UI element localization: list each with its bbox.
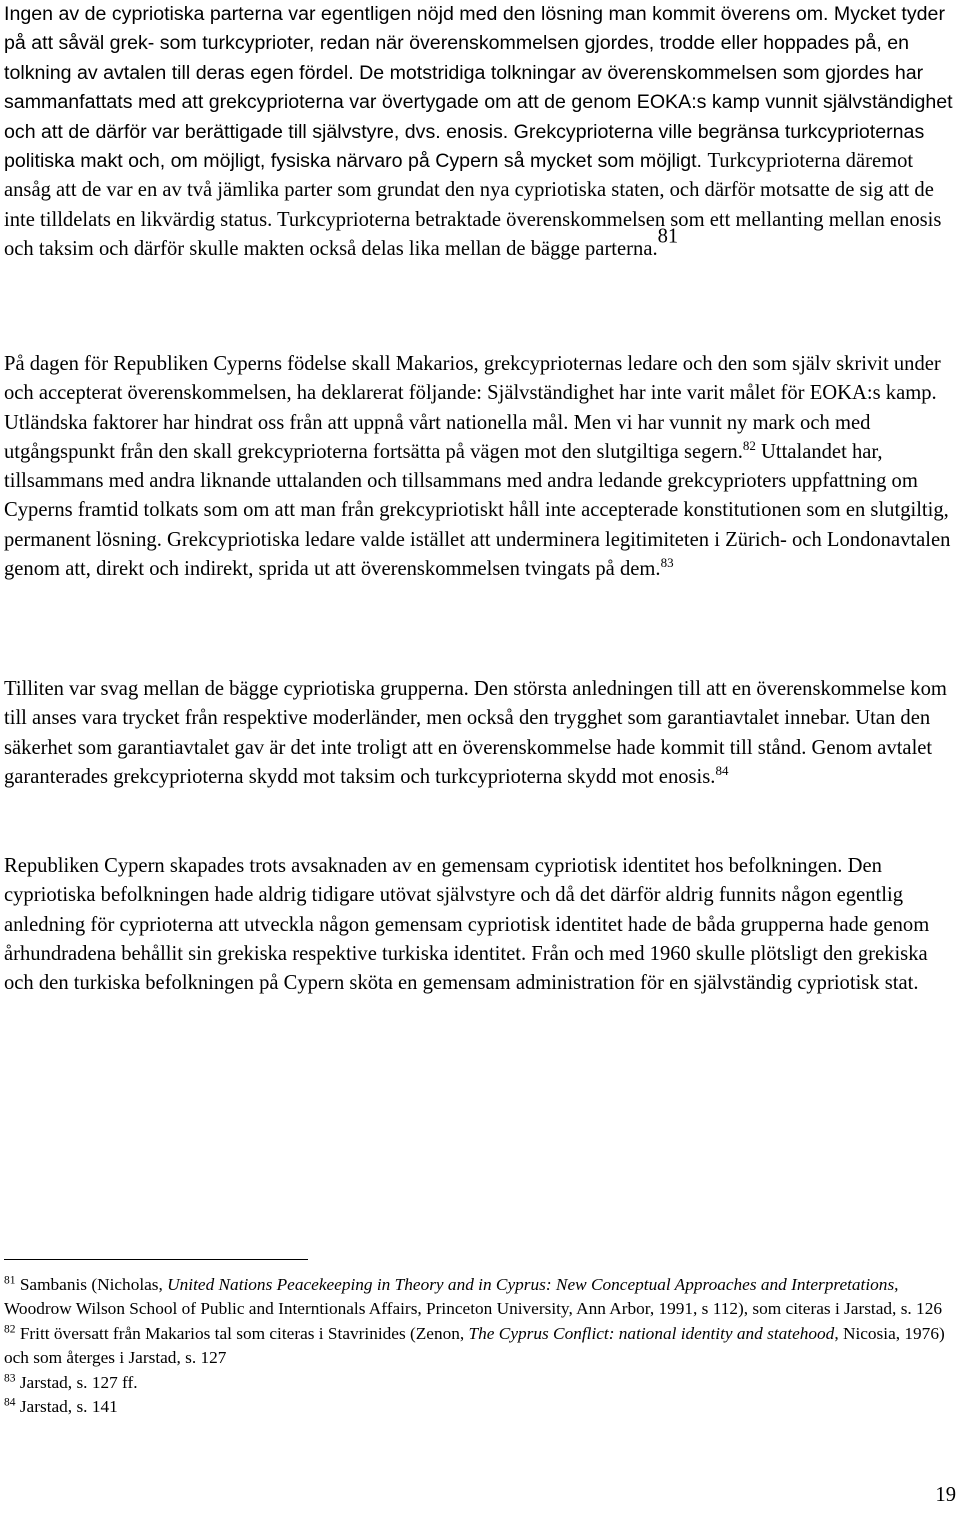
page-number: 19 [935, 1484, 956, 1506]
footnote-82-text-a: Fritt översatt från Makarios tal som citeras i Stavrinides (Zenon, [15, 1323, 469, 1343]
footnote-81-title: United Nations Peacekeeping in Theory and in Cyprus: New Conceptual Approaches and Interpretations [167, 1275, 895, 1294]
footnote-ref-81[interactable]: 81 [657, 225, 679, 248]
paragraph-1 [4, 0, 956, 265]
footnote-82-text-b: , Nicosia, 1976) och som återges i Jarstad, s. 127 [4, 1323, 945, 1368]
paragraph-3-text: Tilliten var svag mellan de bägge cypriotiska grupperna. Den största anledningen till att en överenskommelse kom till anses vara trycket från respektive moderländer, men också den trygghet som garantiavtalet innebar. Utan den säkerhet som garantiavtalet gav är det inte troligt att en överenskommelse hade kommit till stånd. Genom avtalet garanterades grekcyprioterna skydd mot taksim och turkcyprioterna skydd mot enosis. [4, 678, 947, 788]
footnote-ref-82[interactable]: 82 [742, 438, 756, 454]
footnote-82-number: 82 [4, 1323, 16, 1336]
footnote-82 [4, 1322, 956, 1371]
paragraph-2 [4, 350, 956, 584]
footnote-ref-84[interactable]: 84 [715, 763, 729, 779]
footnote-83 [4, 1371, 956, 1395]
footnote-ref-83[interactable]: 83 [660, 555, 674, 571]
footnotes [4, 1273, 956, 1419]
footnote-84 [4, 1395, 956, 1419]
footnote-82-title: The Cyprus Conflict: national identity and statehood [468, 1323, 835, 1343]
paragraph-2-text-a: På dagen för Republiken Cyperns födelse skall Makarios, grekcyprioternas ledare och den som själv skrivit under och accepterat överenskommelsen, ha deklarerat följande: Självständighet har inte varit målet för EOKA:s kamp. Utländska faktorer har hindrat oss från att uppnå vårt nationella mål. Men vi har vunnit ny mark och med utgångspunkt från den skall grekcyprioterna fortsätta på vägen mot den slutgiltiga segern. [4, 353, 941, 463]
footnote-81-text-a: Sambanis (Nicholas, [15, 1275, 168, 1294]
footnote-81-number: 81 [4, 1274, 16, 1287]
paragraph-2-text-b: Uttalandet har, tillsammans med andra liknande uttalanden och tillsammans med andra ledande grekcyprioters uppfattning om Cyperns framtid tolkats som om att man från grekcypriotiskt håll inte accepterade konstitutionen som en slutgiltig, permanent lösning. Grekcypriotiska ledare valde istället att underminera legitimiteten i Zürich- och Londonavtalen genom att, direkt och indirekt, sprida ut att överenskommelsen tvingats på dem. [4, 440, 951, 581]
paragraph-4-text: Republiken Cypern skapades trots avsaknaden av en gemensam cypriotisk identitet hos befolkningen. Den cypriotiska befolkningen hade aldrig tidigare utövat självstyre och då det därför aldrig funnits någon egentlig anledning för cyprioterna att utveckla någon gemensam cypriotisk identitet hade de båda grupperna hade genom århundradena behållit sin grekiska respektive turkiska identitet. Från och med 1960 skulle plötsligt den grekiska och den turkiska befolkningen på Cypern sköta en gemensam administration för en självständig cypriotisk stat. [4, 855, 930, 995]
footnote-81-text-b: , Woodrow Wilson School of Public and Interntionals Affairs, Princeton University, Ann Arbor, 1991, s 112), som citeras i Jarstad, s. 126 [4, 1275, 942, 1319]
footnote-84-number: 84 [4, 1396, 16, 1409]
footnote-84-text: Jarstad, s. 141 [15, 1397, 118, 1417]
paragraph-3 [4, 675, 956, 792]
footnote-81 [4, 1273, 956, 1322]
footnote-83-number: 83 [4, 1372, 16, 1385]
footnote-separator [4, 1259, 308, 1260]
footnote-83-text: Jarstad, s. 127 ff. [15, 1372, 138, 1392]
paragraph-4 [4, 852, 956, 998]
paragraph-1-text-b: Turkcyprioterna däremot ansåg att de var en av två jämlika parter som grundat den nya cypriotiska staten, och därför motsatte de sig att de inte tilldelats en likvärdig status. Turkcyprioterna betraktade överenskommelsen som ett mellanting mellan enosis och taksim och därför skulle makten också delas lika mellan de bägge parterna. [4, 150, 942, 261]
paragraph-1-text-a: Ingen av de cypriotiska parterna var egentligen nöjd med den lösning man kommit överens om. Mycket tyder på att såväl grek- som turkcyprioter, redan när överenskommelsen gjordes, trodde eller hoppades på, en tolkning av avtalen till deras egen fördel. De motstridiga tolkningar av överenskommelsen som gjordes har sammanfattats med att grekcyprioterna var övertygade om att de genom EOKA:s kamp vunnit självständighet och att de därför var berättigade till självstyre, dvs. enosis. Grekcyprioterna ville begränsa turkcyprioternas politiska makt och, om möjligt, fysiska närvaro på Cypern så mycket som möjligt. [4, 3, 953, 173]
